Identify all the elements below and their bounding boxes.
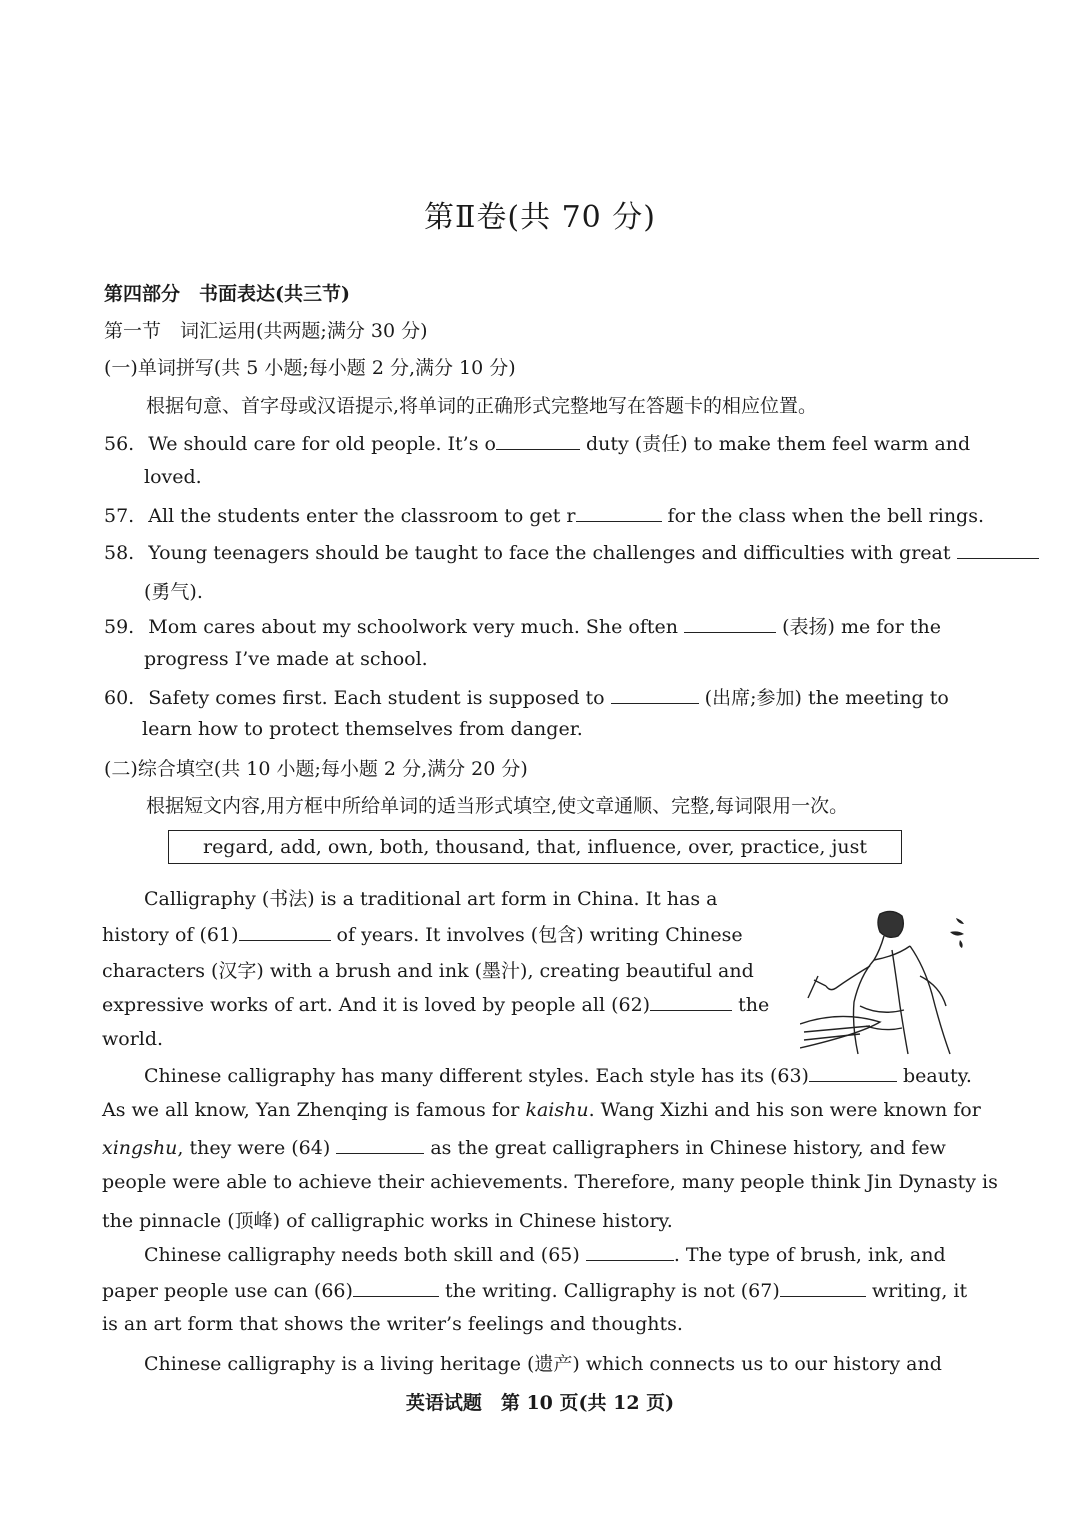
passage-line [144,1063,972,1087]
question-number: 58. [104,542,135,564]
passage-line [102,920,743,947]
passage-text: Chinese calligraphy needs both skill and (65) [144,1244,586,1266]
passage-line: characters (汉字) with a brush and ink (墨汁), creating beautiful and [102,960,754,982]
passage-text: the [732,994,770,1016]
question-text: duty (责任) to make them feel warm and [579,433,971,455]
answer-blank-66[interactable] [353,1278,439,1297]
question-text: (出席;参加) the meeting to [698,687,949,709]
subsection-heading-cloze: (二)综合填空(共 10 小题;每小题 2 分,满分 20 分) [104,758,528,780]
passage-line: the pinnacle (顶峰) of calligraphic works in Chinese history. [102,1210,673,1232]
answer-blank-62[interactable] [650,992,732,1011]
question-58-continued: (勇气). [144,581,203,603]
question-text: Safety comes first. Each student is supposed to [148,687,611,709]
answer-blank-58[interactable] [957,540,1039,559]
word-bank-box: regard, add, own, both, thousand, that, influence, over, practice, just [168,830,902,864]
answer-blank-65[interactable] [586,1242,674,1261]
passage-text: As we all know, Yan Zhenqing is famous for [102,1099,526,1121]
answer-blank-60[interactable] [611,685,699,704]
part-heading: 第四部分 书面表达(共三节) [104,283,350,305]
passage-text: history of (61) [102,924,239,946]
answer-blank-61[interactable] [239,922,331,941]
question-text: All the students enter the classroom to get r [148,505,576,527]
passage-text: . Wang Xizhi and his son were known for [588,1099,981,1121]
question-text: We should care for old people. It’s o [148,433,496,455]
page-title: 第Ⅱ卷(共 70 分) [423,200,657,235]
passage-term: xingshu [102,1137,178,1159]
question-number: 57. [104,505,135,527]
passage-line [144,1242,946,1266]
question-58 [104,540,1039,564]
passage-text: of years. It involves (包含) writing Chinese [330,924,743,946]
passage-text: . The type of brush, ink, and [673,1244,946,1266]
passage-text: beauty. [896,1065,972,1087]
passage-line [102,1278,967,1302]
passage-text: the writing. Calligraphy is not (67) [438,1280,780,1302]
answer-blank-56[interactable] [496,431,580,450]
question-text: for the class when the bell rings. [661,505,985,527]
question-60-continued: learn how to protect themselves from danger. [142,718,583,740]
question-number: 60. [104,687,135,709]
instruction-spelling: 根据句意、首字母或汉语提示,将单词的正确形式完整地写在答题卡的相应位置。 [146,395,818,417]
answer-blank-57[interactable] [576,503,662,522]
question-text: Young teenagers should be taught to face the challenges and difficulties with great [148,542,957,564]
passage-text: writing, it [865,1280,968,1302]
answer-blank-64[interactable] [336,1135,424,1154]
question-text: (表扬) me for the [776,616,941,638]
subsection-heading-spelling: (一)单词拼写(共 5 小题;每小题 2 分,满分 10 分) [104,357,516,379]
question-59-continued: progress I’ve made at school. [144,648,428,670]
question-60 [104,683,949,710]
calligrapher-illustration [800,906,970,1056]
answer-blank-67[interactable] [780,1278,866,1297]
passage-line: is an art form that shows the writer’s feelings and thoughts. [102,1313,683,1335]
passage-term: kaishu [525,1099,589,1121]
question-56 [104,429,970,456]
passage-line [102,1099,981,1121]
passage-line: people were able to achieve their achievements. Therefore, many people think Jin Dynasty is [102,1171,998,1193]
passage-line: Calligraphy (书法) is a traditional art form in China. It has a [144,888,718,910]
page-footer: 英语试题 第 10 页(共 12 页) [405,1392,675,1414]
question-59 [104,612,941,639]
passage-text: paper people use can (66) [102,1280,353,1302]
passage-text: , they were (64) [177,1137,337,1159]
question-number: 56. [104,433,135,455]
passage-text: Chinese calligraphy has many different styles. Each style has its (63) [144,1065,809,1087]
question-text: Mom cares about my schoolwork very much. She often [148,616,685,638]
question-number: 59. [104,616,135,638]
passage-text: as the great calligraphers in Chinese history, and few [424,1137,946,1159]
passage-text: expressive works of art. And it is loved by people all (62) [102,994,651,1016]
section-heading: 第一节 词汇运用(共两题;满分 30 分) [104,320,428,342]
question-57 [104,503,984,527]
passage-line [102,1135,946,1159]
passage-line: Chinese calligraphy is a living heritage (遗产) which connects us to our history and [144,1353,942,1375]
passage-line [102,992,769,1016]
answer-blank-59[interactable] [684,614,776,633]
question-56-continued: loved. [144,466,202,488]
instruction-cloze: 根据短文内容,用方框中所给单词的适当形式填空,使文章通顺、完整,每词限用一次。 [146,795,849,817]
passage-line: world. [102,1028,164,1050]
answer-blank-63[interactable] [809,1063,897,1082]
